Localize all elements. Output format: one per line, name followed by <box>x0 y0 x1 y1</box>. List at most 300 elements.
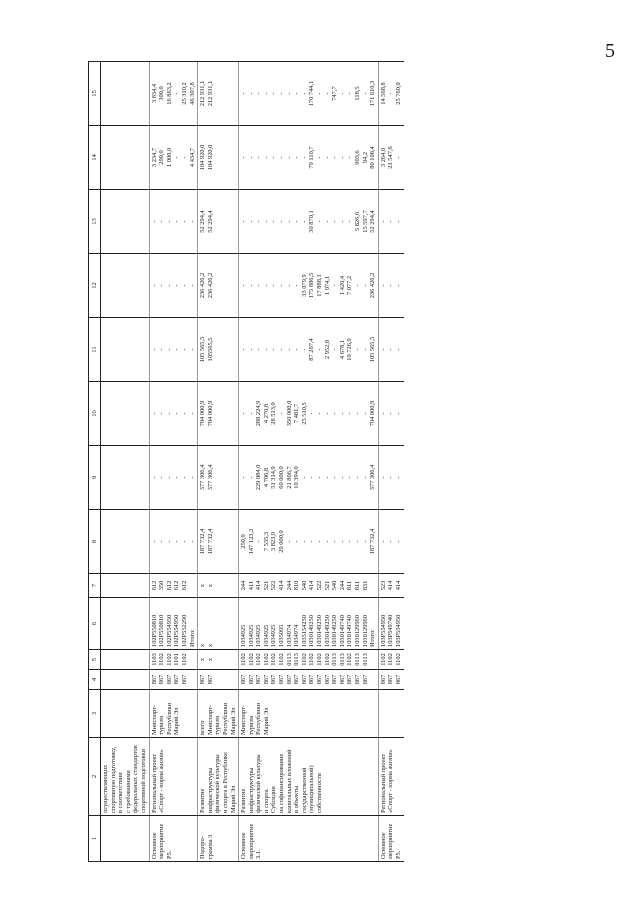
cell-line: 103P554950 <box>379 614 387 647</box>
cell-line: 4 270,8 <box>262 403 270 424</box>
cell-line: 244 <box>338 580 346 591</box>
cell-line: - <box>150 540 158 543</box>
cell-line: 1102 <box>255 653 263 666</box>
cell-line: 1102 <box>394 653 402 666</box>
cell-line: - <box>240 476 248 479</box>
cell-line: 867 <box>150 674 158 685</box>
cell-line: - <box>240 92 248 95</box>
cell-line: 175 886,5 <box>308 272 316 299</box>
cell-line: - <box>173 92 181 95</box>
cell-line: 1 420,4 <box>338 275 346 296</box>
cell-line: - <box>300 540 308 543</box>
cell-line: 867 <box>394 674 402 685</box>
cell-line: - <box>255 156 263 159</box>
cell-line: x <box>199 657 207 662</box>
cell-line: 377 306,4 <box>206 464 214 491</box>
cell-line: Марий Эл <box>229 785 237 813</box>
column-header-3: 3 <box>89 690 101 738</box>
cell-col-1 <box>198 816 239 862</box>
cell-line: 867 <box>387 674 395 685</box>
cell-line: - <box>394 540 402 543</box>
cell-line: - <box>262 156 270 159</box>
cell-line: - <box>354 284 361 287</box>
cell-line: Марий Эл <box>262 707 270 735</box>
cell-line: - <box>293 348 301 351</box>
cell-line: 102P550810 <box>158 614 166 647</box>
cell-col-2 <box>239 738 379 816</box>
cell-line: - <box>285 348 293 351</box>
cell-line: 46 307,8 <box>188 82 196 105</box>
cell-line: - <box>180 284 188 287</box>
cell-line: - <box>247 92 255 95</box>
cell-line: 1102 <box>270 653 278 666</box>
cell-col-13 <box>198 190 239 254</box>
cell-line: Итого: <box>188 629 196 647</box>
cell-line: - <box>361 348 369 351</box>
cell-line: - <box>285 156 293 159</box>
cell-line: 4 434,7 <box>188 147 196 168</box>
cell-col-14 <box>149 126 198 190</box>
cell-line: 1102 <box>346 653 354 666</box>
cell-col-6 <box>149 598 198 650</box>
cell-line: 3 834,4 <box>150 83 158 104</box>
cell-col-1 <box>149 816 198 862</box>
cell-line: 104 920,0 <box>206 144 214 171</box>
cell-line: - <box>278 412 286 415</box>
cell-line: - <box>331 348 339 351</box>
cell-line: P5. <box>165 850 173 859</box>
cell-line: 1034925 <box>255 624 263 647</box>
cell-line: - <box>331 220 339 223</box>
cell-line: 21 547,6 <box>387 146 395 169</box>
cell-line: - <box>316 540 324 543</box>
cell-col-3 <box>239 690 379 738</box>
cell-line: 0113 <box>361 653 369 666</box>
cell-line: - <box>173 220 181 223</box>
cell-col-14 <box>198 126 239 190</box>
cell-col-12 <box>239 254 379 318</box>
cell-col-5 <box>378 650 403 670</box>
cell-line: туризм <box>214 716 222 735</box>
cell-line: 867 <box>255 674 263 685</box>
cell-line: 1102 <box>240 653 248 666</box>
cell-line: x <box>206 657 214 662</box>
cell-line: 1034925 <box>262 624 270 647</box>
cell-line: 377 306,4 <box>369 464 377 491</box>
cell-line: - <box>165 412 173 415</box>
cell-line: 244 <box>285 580 293 591</box>
cell-line: с требованиями <box>124 770 132 813</box>
cell-line: 25 760,0 <box>394 82 402 105</box>
cell-line: 102P552290 <box>180 614 188 647</box>
cell-line: 867 <box>206 674 214 685</box>
cell-line: 867 <box>270 674 278 685</box>
cell-col-11 <box>101 318 150 382</box>
cell-line: 867 <box>361 674 369 685</box>
cell-line: - <box>316 348 324 351</box>
cell-line: - <box>316 220 324 223</box>
cell-col-4 <box>149 670 198 690</box>
cell-line: - <box>323 92 331 95</box>
cell-line: - <box>180 412 188 415</box>
cell-line: 1034925 <box>270 624 278 647</box>
cell-col-10 <box>198 382 239 446</box>
cell-line: 810 <box>293 580 301 591</box>
cell-col-15 <box>149 62 198 126</box>
cell-col-4 <box>239 670 379 690</box>
cell-line: - <box>293 284 301 287</box>
cell-line: 1034974 <box>285 624 293 647</box>
cell-line: - <box>308 540 316 543</box>
cell-line: - <box>293 92 301 95</box>
cell-line: 236 426,2 <box>369 272 377 299</box>
cell-col-1 <box>239 816 379 862</box>
cell-line: 867 <box>354 674 361 685</box>
cell-line: 10 726,9 <box>346 338 354 361</box>
cell-line: - <box>150 284 158 287</box>
cell-line: Региональный проект <box>150 753 158 813</box>
cell-line: капитальных вложений <box>285 749 293 813</box>
cell-line: 867 <box>316 674 324 685</box>
cell-line: - <box>346 540 354 543</box>
cell-col-8 <box>198 510 239 574</box>
cell-line: - <box>165 348 173 351</box>
cell-line: 0113 <box>338 653 346 666</box>
cell-line: мероприятие <box>247 823 255 859</box>
cell-line: 867 <box>278 674 286 685</box>
cell-line: - <box>270 284 278 287</box>
cell-col-11 <box>198 318 239 382</box>
cell-line: - <box>278 284 286 287</box>
cell-line: 187 732,4 <box>369 528 377 555</box>
cell-line: 87 207,4 <box>308 338 316 361</box>
cell-line: - <box>387 348 395 351</box>
cell-line: - <box>331 476 339 479</box>
cell-line: 1102 <box>165 653 173 666</box>
column-header-14: 14 <box>89 126 101 190</box>
cell-line: - <box>173 412 181 415</box>
cell-line: - <box>379 284 387 287</box>
cell-line: 522 <box>270 580 278 591</box>
cell-col-6 <box>378 598 403 650</box>
cell-line: 350 <box>158 580 166 591</box>
cell-line: 1102 <box>262 653 270 666</box>
cell-line: - <box>346 92 354 95</box>
cell-line: 1030149740 <box>338 615 346 647</box>
cell-line: 1030149250 <box>308 615 316 647</box>
cell-line: - <box>270 92 278 95</box>
cell-line: 811 <box>346 580 354 591</box>
cell-line: - <box>150 476 158 479</box>
cell-line: - <box>240 348 248 351</box>
cell-line: - <box>316 92 324 95</box>
cell-line: 414 <box>387 580 395 591</box>
cell-line: 79 110,7 <box>308 146 316 169</box>
cell-line: - <box>247 284 255 287</box>
cell-col-7 <box>378 574 403 598</box>
cell-line: в соответствии <box>117 772 125 813</box>
cell-line: 51 314,9 <box>270 466 278 489</box>
cell-line: - <box>323 412 331 415</box>
cell-col-9 <box>378 446 403 510</box>
cell-col-15 <box>101 62 150 126</box>
cell-line: спортивную подготовку, <box>109 746 117 813</box>
cell-line: - <box>361 540 369 543</box>
cell-line: - <box>180 156 188 159</box>
cell-line: Минспорт- <box>150 704 158 735</box>
cell-line: инфраструктуры <box>206 767 214 813</box>
cell-line: - <box>270 348 278 351</box>
cell-line: - <box>158 220 166 223</box>
cell-line: 1035095 <box>278 624 286 647</box>
cell-line: 1034974 <box>293 624 301 647</box>
cell-line: 29 000,0 <box>278 530 286 553</box>
cell-line: 3 264,0 <box>379 147 387 168</box>
cell-line: - <box>387 220 395 223</box>
cell-line: 250,0 <box>240 534 248 549</box>
cell-line: - <box>240 412 248 415</box>
cell-line: 21 806,7 <box>285 466 293 489</box>
cell-line: 540 <box>331 580 339 591</box>
cell-line: 52 294,4 <box>199 210 207 233</box>
cell-line: 3.1. <box>255 849 263 859</box>
cell-col-10 <box>149 382 198 446</box>
cell-line: 867 <box>300 674 308 685</box>
cell-col-13 <box>378 190 403 254</box>
cell-line: - <box>346 412 354 415</box>
cell-line: осуществляющих <box>102 764 109 813</box>
cell-col-11 <box>378 318 403 382</box>
cell-line: 102P550810 <box>150 614 158 647</box>
cell-line: - <box>150 348 158 351</box>
cell-line: - <box>262 220 270 223</box>
cell-col-13 <box>101 190 150 254</box>
cell-line: Республики <box>165 702 173 735</box>
cell-line: - <box>188 284 196 287</box>
cell-line: 5 826,6 <box>354 211 361 232</box>
cell-line: - <box>338 540 346 543</box>
cell-line: - <box>354 476 361 479</box>
cell-line: Марий Эл <box>229 707 237 735</box>
cell-line: 212 931,1 <box>199 80 207 107</box>
cell-line: 867 <box>158 674 166 685</box>
cell-line: 867 <box>285 674 293 685</box>
cell-line: - <box>278 156 286 159</box>
cell-line: - <box>240 156 248 159</box>
cell-col-9 <box>198 446 239 510</box>
column-header-6: 6 <box>89 598 101 650</box>
cell-line: - <box>354 412 361 415</box>
cell-line: - <box>387 92 395 95</box>
rotated-table-page <box>88 62 616 862</box>
cell-line: 0113 <box>285 653 293 666</box>
cell-line: 867 <box>338 674 346 685</box>
cell-line: 1 000,0 <box>165 147 173 168</box>
cell-line: - <box>180 220 188 223</box>
cell-col-4 <box>378 670 403 690</box>
cell-line: - <box>247 220 255 223</box>
cell-line: 16 863,2 <box>165 82 173 105</box>
cell-line: 244 <box>240 580 248 591</box>
cell-line: x <box>206 643 214 647</box>
cell-line: - <box>158 540 166 543</box>
cell-line: 1034925 <box>240 624 248 647</box>
cell-line: - <box>300 92 308 95</box>
cell-line: 52 294,4 <box>206 210 214 233</box>
cell-line: 229 084,0 <box>255 464 263 491</box>
cell-line: 1102 <box>247 653 255 666</box>
cell-line: 94,2 <box>361 151 369 164</box>
cell-line: Субсидии <box>270 786 278 813</box>
cell-line: - <box>331 284 339 287</box>
cell-line: Региональный проект <box>379 753 387 813</box>
cell-line: - <box>255 284 263 287</box>
cell-line: 612 <box>173 580 181 591</box>
cell-line: 102P554950 <box>165 614 173 647</box>
cell-line: - <box>338 412 346 415</box>
cell-line: - <box>188 348 196 351</box>
cell-line: - <box>293 156 301 159</box>
cell-line: - <box>331 156 339 159</box>
cell-line: 105 565,5 <box>199 336 207 363</box>
cell-line: 903,6 <box>354 150 361 165</box>
column-header-8: 8 <box>89 510 101 574</box>
column-header-9: 9 <box>89 446 101 510</box>
cell-col-10 <box>101 382 150 446</box>
cell-col-9 <box>149 446 198 510</box>
cell-col-5 <box>239 650 379 670</box>
cell-line: 3 823,9 <box>270 531 278 552</box>
cell-line: 7 481,7 <box>293 403 301 424</box>
cell-line: 1102 <box>379 653 387 666</box>
cell-line: - <box>278 92 286 95</box>
cell-col-12 <box>378 254 403 318</box>
cell-line: и спорта. <box>262 788 270 813</box>
cell-line: 867 <box>293 674 301 685</box>
cell-line: - <box>323 476 331 479</box>
cell-line: 414 <box>308 580 316 591</box>
cell-line: «Спорт - норма жизни» <box>387 749 395 813</box>
cell-line: 1102 <box>316 653 324 666</box>
budget-table <box>88 61 404 862</box>
cell-col-14 <box>378 126 403 190</box>
cell-line: 1030129960 <box>361 615 369 647</box>
cell-col-12 <box>101 254 150 318</box>
cell-line: - <box>255 348 263 351</box>
cell-line: 25 510,5 <box>300 402 308 425</box>
cell-line: - <box>361 476 369 479</box>
cell-line: - <box>293 540 301 543</box>
cell-line: 521 <box>323 580 331 591</box>
cell-line: - <box>158 476 166 479</box>
cell-col-2 <box>149 738 198 816</box>
cell-line: инфраструктуры <box>247 767 255 813</box>
cell-line: - <box>346 476 354 479</box>
cell-line: 15 597,7 <box>361 210 369 233</box>
cell-col-6 <box>198 598 239 650</box>
cell-line: физической культуры <box>214 754 222 813</box>
cell-line: 747,7 <box>331 86 339 101</box>
cell-line: 831 <box>361 580 369 591</box>
cell-line: 867 <box>262 674 270 685</box>
cell-line: 0113 <box>293 653 301 666</box>
cell-line: 104 920,0 <box>199 144 207 171</box>
cell-line: всего <box>199 720 207 735</box>
cell-col-12 <box>149 254 198 318</box>
cell-col-5 <box>101 650 150 670</box>
cell-line: 147 123,2 <box>247 528 255 555</box>
cell-line: и спорта в Республике <box>221 752 229 813</box>
cell-line: 1 074,1 <box>323 275 331 296</box>
cell-line: - <box>338 156 346 159</box>
cell-line: - <box>158 412 166 415</box>
cell-line: 377 306,4 <box>199 464 207 491</box>
cell-line: 7 535,3 <box>262 531 270 552</box>
cell-line: 1030149250 <box>323 615 331 647</box>
cell-line: 187 732,4 <box>206 528 214 555</box>
cell-line: - <box>361 92 369 95</box>
cell-line: 612 <box>150 580 158 591</box>
cell-line: - <box>180 348 188 351</box>
cell-line: 1030149250 <box>331 615 339 647</box>
cell-col-8 <box>101 510 150 574</box>
cell-col-10 <box>239 382 379 446</box>
cell-line: - <box>165 284 173 287</box>
cell-line: федеральных стандартов <box>132 745 140 813</box>
cell-line: на софинансирование <box>278 753 286 813</box>
cell-line: 867 <box>173 674 181 685</box>
cell-line: 102P554950 <box>173 614 181 647</box>
cell-line: - <box>247 412 255 415</box>
cell-line: - <box>293 220 301 223</box>
cell-line: - <box>316 412 324 415</box>
cell-line: - <box>361 284 369 287</box>
cell-line: - <box>262 284 270 287</box>
cell-col-2 <box>101 738 150 816</box>
cell-col-15 <box>378 62 403 126</box>
cell-line: - <box>165 220 173 223</box>
cell-line: - <box>262 92 270 95</box>
cell-line: - <box>165 540 173 543</box>
cell-col-7 <box>101 574 150 598</box>
cell-col-15 <box>239 62 379 126</box>
cell-line: - <box>173 540 181 543</box>
cell-line: - <box>285 284 293 287</box>
cell-line: - <box>354 540 361 543</box>
cell-line: 10 394,0 <box>293 466 301 489</box>
cell-col-4 <box>198 670 239 690</box>
cell-line: 350 000,0 <box>285 400 293 427</box>
cell-col-14 <box>101 126 150 190</box>
cell-line: 811 <box>354 580 361 591</box>
cell-line: 103P549740 <box>387 614 395 647</box>
cell-line: 236 426,2 <box>206 272 214 299</box>
cell-line: 867 <box>165 674 173 685</box>
cell-line: - <box>285 92 293 95</box>
cell-line: - <box>316 156 324 159</box>
cell-line: Подпро- <box>199 836 207 859</box>
cell-col-7 <box>198 574 239 598</box>
cell-line: 414 <box>255 580 263 591</box>
cell-line: - <box>300 476 308 479</box>
cell-line: 867 <box>240 674 248 685</box>
cell-line: x <box>206 583 214 588</box>
cell-col-9 <box>101 446 150 510</box>
cell-line: 1102 <box>158 653 166 666</box>
cell-line: Развитие <box>199 788 207 813</box>
cell-line: - <box>338 220 346 223</box>
cell-line: 867 <box>379 674 387 685</box>
